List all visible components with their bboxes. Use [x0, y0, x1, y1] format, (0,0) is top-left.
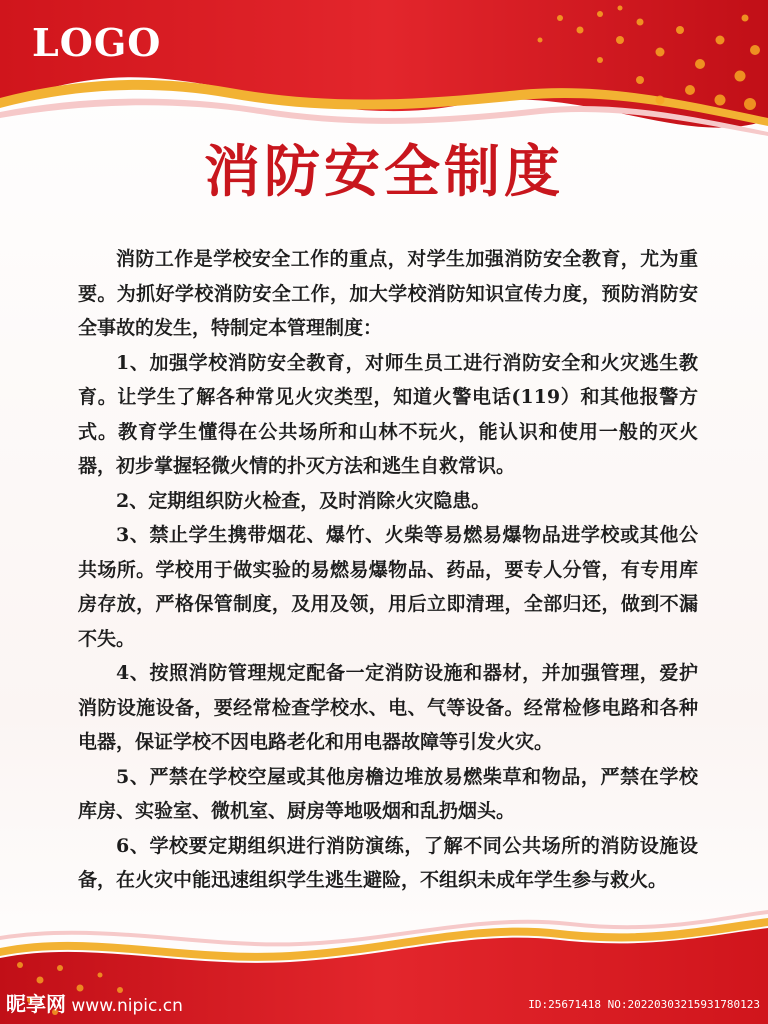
rule-6: 6、学校要定期组织进行消防演练，了解不同公共场所的消防设施设备，在火灾中能迅速组织学生逃生避险，不组织未成年学生参与救火。: [78, 834, 698, 891]
rule-3: 3、禁止学生携带烟花、爆竹、火柴等易燃易爆物品进学校或其他公共场所。学校用于做实验的易燃易爆物品、药品，要专人分管，有专用库房存放，严格保管制度，及用及领，用后立即清理，全部归还，做到不漏不失。: [78, 524, 698, 650]
rule-1: 1、加强学校消防安全教育，对师生员工进行消防安全和火灾逃生教育。让学生了解各种常见火灾类型，知道火警电话(119）和其他报警方式。教育学生懂得在公共场所和山林不玩火，能认识和使用一般的灭火器，初步掌握轻微火情的扑灭方法和逃生自救常识。: [78, 351, 698, 477]
page-title: 消防安全制度: [204, 139, 564, 205]
watermark-brand-name: 昵享网: [6, 992, 66, 1016]
watermark-id: ID:25671418 NO:20220303215931780123: [528, 998, 760, 1011]
watermark-brand: [6, 994, 183, 1015]
intro-paragraph: 消防工作是学校安全工作的重点，对学生加强消防安全教育，尤为重要。为抓好学校消防安全工作，加大学校消防知识宣传力度，预防消防安全事故的发生，特制定本管理制度：: [78, 248, 698, 339]
bottom-light-ribbon: [0, 910, 768, 946]
rule-4: 4、按照消防管理规定配备一定消防设施和器材，并加强管理，爱护消防设施设备，要经常检查学校水、电、气等设备。经常检修电路和各种电器，保证学校不因电路老化和用电器故障等引发火灾。: [78, 662, 698, 753]
rule-2: 2、定期组织防火检查，及时消除火灾隐患。: [116, 489, 491, 512]
regulation-body: [78, 242, 698, 898]
logo-text: LOGO: [32, 20, 162, 65]
rule-5: 5、严禁在学校空屋或其他房檐边堆放易燃柴草和物品，严禁在学校库房、实验室、微机室、厨房等地吸烟和乱扔烟头。: [78, 765, 698, 822]
watermark-site: www.nipic.cn: [66, 996, 183, 1016]
